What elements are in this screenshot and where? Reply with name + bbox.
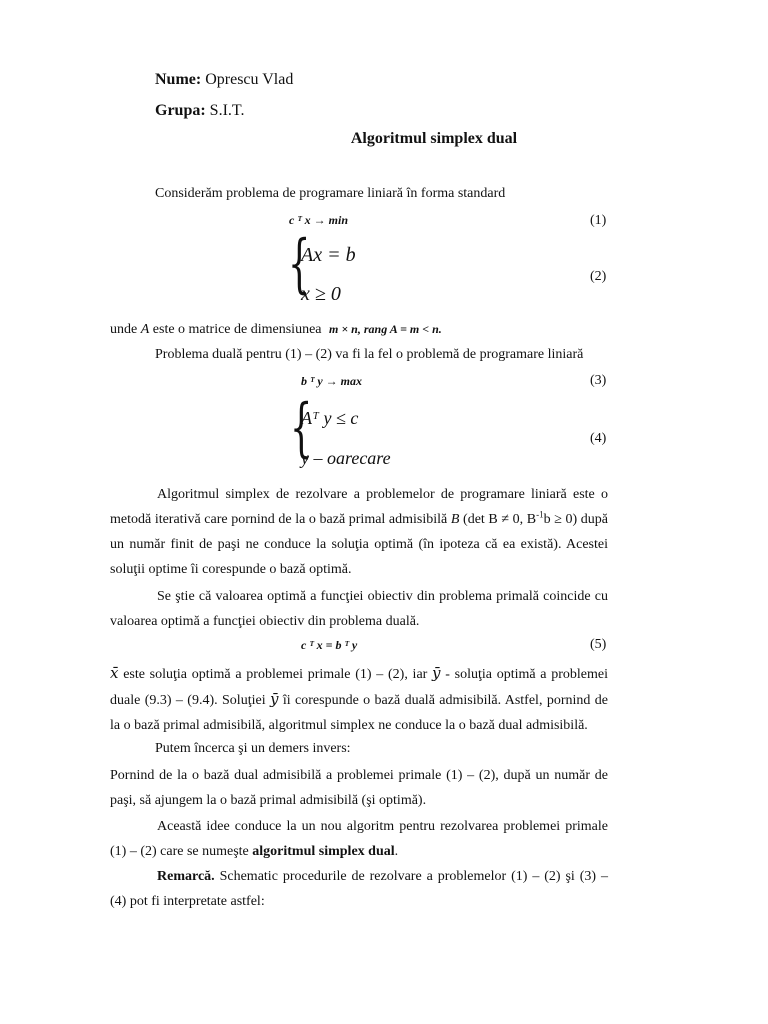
equation-4-number: (4)	[590, 431, 607, 446]
equation-4-line-1: Aᵀ y ≤ c	[301, 408, 359, 428]
unde-formula: m × n, rang A = m < n.	[329, 322, 442, 336]
paragraph-1-text-b: (det B ≠ 0, B	[459, 512, 537, 527]
unde-line	[110, 322, 442, 339]
page-title: Algoritmul simplex dual	[350, 130, 518, 147]
equation-2-line-1: Ax = b	[301, 244, 356, 266]
equation-2-number: (2)	[590, 269, 607, 284]
paragraph-7	[110, 864, 608, 914]
paragraph-5: Pornind de la o bază dual admisibilă a problemei primale (1) – (2), după un număr de paşi, să ajungem la o bază primal admisibilă (şi optimă).	[110, 768, 608, 808]
paragraph-6	[110, 814, 608, 864]
paragraph-4: Putem încerca şi un demers invers:	[155, 741, 351, 756]
paragraph-2: Se ştie că valoarea optimă a funcţiei obiectiv din problema primală coincide cu valoarea optimă a funcţiei obiectiv din problema duală.	[110, 589, 608, 629]
equation-4-line-2: y – oarecare	[301, 448, 391, 468]
equation-2-line-2: x ≥ 0	[301, 283, 341, 305]
left-brace-icon: {	[288, 227, 311, 301]
paragraph-1-text-c: b ≥ 0) după un număr finit de paşi ne conduce la soluţia optimă (în ipoteza că ea există). Acestei soluţii optime îi corespunde o bază optimă.	[110, 512, 608, 577]
y-bar-var: ȳ	[432, 664, 441, 682]
name-label: Nume:	[155, 71, 202, 88]
paragraph-1-var-b: B	[450, 512, 460, 527]
left-brace-icon-2: {	[290, 391, 313, 465]
group-value: S.I.T.	[209, 102, 245, 119]
equation-1: c ᵀ x → min	[289, 213, 349, 227]
intro-text: Considerăm problema de programare liniară în forma standard	[155, 186, 506, 201]
name-line	[155, 70, 293, 89]
paragraph-3	[110, 661, 608, 738]
unde-text: este o matrice de dimensiunea	[152, 322, 322, 337]
equation-3: b ᵀ y → max	[301, 374, 362, 388]
paragraph-6-text-b: .	[394, 844, 399, 859]
group-line	[155, 101, 244, 120]
paragraph-1	[110, 482, 608, 582]
unde-var-a: A	[140, 322, 150, 337]
paragraph-1-text-a: Algoritmul simplex de rezolvare a problemelor de programare liniară este o metodă iterativă care pornind de la o bază primal admisibilă	[110, 487, 608, 527]
unde-prefix: unde	[110, 322, 138, 337]
equation-3-number: (3)	[590, 373, 607, 388]
equation-5-number: (5)	[590, 637, 607, 652]
group-label: Grupa:	[155, 102, 206, 119]
paragraph-3-text-c: îi corespunde o bază duală admisibilă. Astfel, pornind de la o bază primal admisibilă, algoritmul simplex ne conduce la o bază dual admisibilă.	[110, 693, 608, 733]
paragraph-3-text-b: - soluţia optimă a problemei duale (9.3) – (9.4). Soluţiei	[110, 667, 608, 708]
paragraph-6-bold: algoritmul simplex dual	[252, 844, 395, 859]
paragraph-6-text-a: Această idee conduce la un nou algoritm pentru rezolvarea problemei primale (1) – (2) care se numeşte	[110, 819, 608, 859]
x-bar-var: x̄	[110, 664, 119, 682]
y-bar-var-2: ȳ	[269, 690, 279, 708]
paragraph-3-text-a: este soluţia optimă a problemei primale (1) – (2), iar	[118, 667, 433, 682]
equation-1-number: (1)	[590, 213, 607, 228]
remark-label: Remarcă.	[157, 869, 215, 884]
name-value: Oprescu Vlad	[205, 71, 294, 88]
paragraph-1-sup: -1	[536, 509, 544, 520]
paragraph-7-text: Schematic procedurile de rezolvare a problemelor (1) – (2) şi (3) – (4) pot fi interpretate astfel:	[110, 869, 608, 909]
dual-intro-text: Problema duală pentru (1) – (2) va fi la fel o problemă de programare liniară	[155, 347, 584, 362]
equation-5: c ᵀ x = b ᵀ y	[301, 638, 358, 652]
